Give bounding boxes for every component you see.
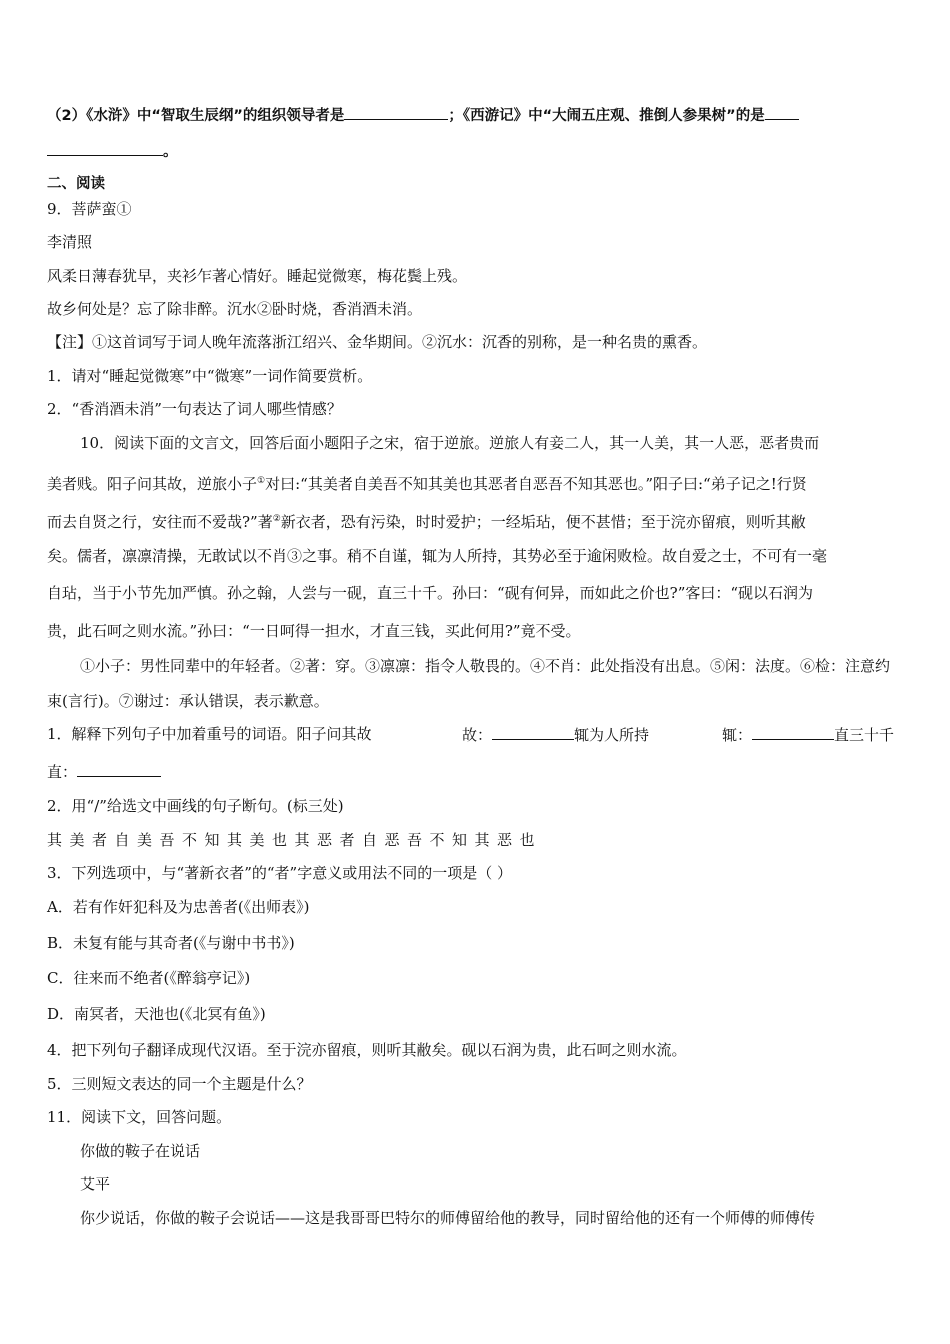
q10-option-a: A．若有作奸犯科及为忠善者(《出师表》) <box>47 898 310 916</box>
q10-passage-line-2 <box>47 470 807 495</box>
q10-passage-line-4: 矣。儒者，凛凛清操，无敢试以不肖③之事。稍不自谨，辄为人所持，其势必至于逾闲败检。故自爱之士，不可有一毫 <box>47 547 828 565</box>
gu-blank[interactable] <box>492 723 574 740</box>
q2-blank-2b[interactable] <box>47 139 163 156</box>
q10-option-d: D．南冥者，天池也(《北冥有鱼》) <box>47 1005 266 1023</box>
zhi-label: 直： <box>47 763 78 781</box>
q11-intro: 11．阅读下文，回答问题。 <box>47 1108 232 1126</box>
q10-sub-1-gu <box>462 723 649 746</box>
q10-passage-line-5: 自玷，当于小节先加严慎。孙之翰，人尝与一砚，直三十千。孙曰：“砚有何异，而如此之价也?”客曰：“砚以石润为 <box>47 584 814 602</box>
q2-text-a: （2）《水浒》中“智取生辰纲”的组织领导者是 <box>47 108 345 124</box>
q2-text-b: ；《西游记》中“大闹五庄观、推倒人参果树”的是 <box>448 108 765 124</box>
q10-sub-1 <box>47 723 372 745</box>
q11-title: 你做的鞍子在说话 <box>80 1142 201 1160</box>
zhe-sentence: 辄为人所持 <box>574 726 650 744</box>
q9-note: 【注】①这首词写于词人晚年流落浙江绍兴、金华期间。②沉水：沉香的别称，是一种名贵的熏香。 <box>47 333 708 351</box>
zhi-blank[interactable] <box>77 760 161 777</box>
q10-sub-2: 2．用“/”给选文中画线的句子断句。(标三处) <box>47 797 344 815</box>
q9-title: 9．菩萨蛮① <box>47 200 132 218</box>
footnote-marker-1: ① <box>257 476 266 486</box>
q10-passage-line-3 <box>47 508 806 533</box>
gu-label: 故： <box>462 726 493 744</box>
q10-note-2: 束(言行)。⑦谢过：承认错误，表示歉意。 <box>47 692 329 710</box>
q10-p2-b: 对曰:“其美者自美吾不知其美也其恶者自恶吾不知其恶也。”阳子曰:“弟子记之!行贤 <box>265 475 807 493</box>
q11-paragraph-1: 你少说话，你做的鞍子会说话——这是我哥哥巴特尔的师傅留给他的教导，同时留给他的还有一个师傅的师傅传 <box>80 1209 816 1227</box>
q2-line-cont <box>47 139 178 163</box>
footnote-marker-2: ② <box>272 514 281 524</box>
q10-note-1: ①小子：男性同辈中的年轻者。②著：穿。③凛凛：指令人敬畏的。④不肖：此处指没有出息。⑤闲：法度。⑥检：注意约 <box>80 657 891 675</box>
q10-p3-b: 新衣者，恐有污染，时时爱护；一经垢玷，便不甚惜；至于浣亦留痕，则听其敝 <box>280 513 806 531</box>
q10-p2-a: 美者贱。阳子问其故，逆旅小子 <box>47 475 258 493</box>
q11-author: 艾平 <box>80 1175 111 1193</box>
q10-sub-2-sentence: 其美者自美吾不知其美也其恶者自恶吾不知其恶也 <box>47 831 543 849</box>
q10-passage-line-6: 贵，此石呵之则水流。”孙曰：“一日呵得一担水，才直三钱，买此何用?”竟不受。 <box>47 622 581 640</box>
q10-passage-line-1: 10．阅读下面的文言文，回答后面小题阳子之宋，宿于逆旅。逆旅人有妾二人，其一人美，其一人恶，恶者贵而 <box>80 434 820 452</box>
q2-text-c: 。 <box>163 144 178 160</box>
q9-poem-line-1: 风柔日薄春犹早，夹衫乍著心情好。睡起觉微寒，梅花鬓上残。 <box>47 267 468 285</box>
q10-sub-4: 4．把下列句子翻译成现代汉语。至于浣亦留痕，则听其敝矣。砚以石润为贵，此石呵之则水流。 <box>47 1041 687 1059</box>
q10-option-c: C．往来而不绝者(《醉翁亭记》) <box>47 969 251 987</box>
section-title: 二、阅读 <box>47 176 105 192</box>
q10-sub-1-zhi <box>47 760 161 783</box>
q2-blank-2a[interactable] <box>765 103 799 120</box>
q9-sub-1: 1．请对“睡起觉微寒”中“微寒”一词作简要赏析。 <box>47 367 373 385</box>
q10-sub-5: 5．三则短文表达的同一个主题是什么？ <box>47 1075 312 1093</box>
zhi-sentence: 直三十千 <box>834 726 895 744</box>
q10-sub-1-zhe <box>722 723 894 746</box>
zhe-blank[interactable] <box>752 723 834 740</box>
q10-p3-a: 而去自贤之行，安往而不爱哉?”著 <box>47 513 273 531</box>
zhe-label: 辄： <box>722 726 753 744</box>
q2-blank-1[interactable] <box>344 103 448 120</box>
q2-line <box>47 103 799 127</box>
q10-option-b: B．未复有能与其奇者(《与谢中书书》) <box>47 934 295 952</box>
q9-poem-line-2: 故乡何处是？忘了除非醉。沉水②卧时烧，香消酒未消。 <box>47 300 423 318</box>
q10-sub-3: 3．下列选项中，与“著新衣者”的“者”字意义或用法不同的一项是（ ） <box>47 864 512 882</box>
q10-sub-1-intro: 1．解释下列句子中加着重号的词语。阳子问其故 <box>47 725 372 743</box>
q9-sub-2: 2．“香消酒未消”一句表达了词人哪些情感？ <box>47 400 342 418</box>
q9-author: 李清照 <box>47 233 93 251</box>
